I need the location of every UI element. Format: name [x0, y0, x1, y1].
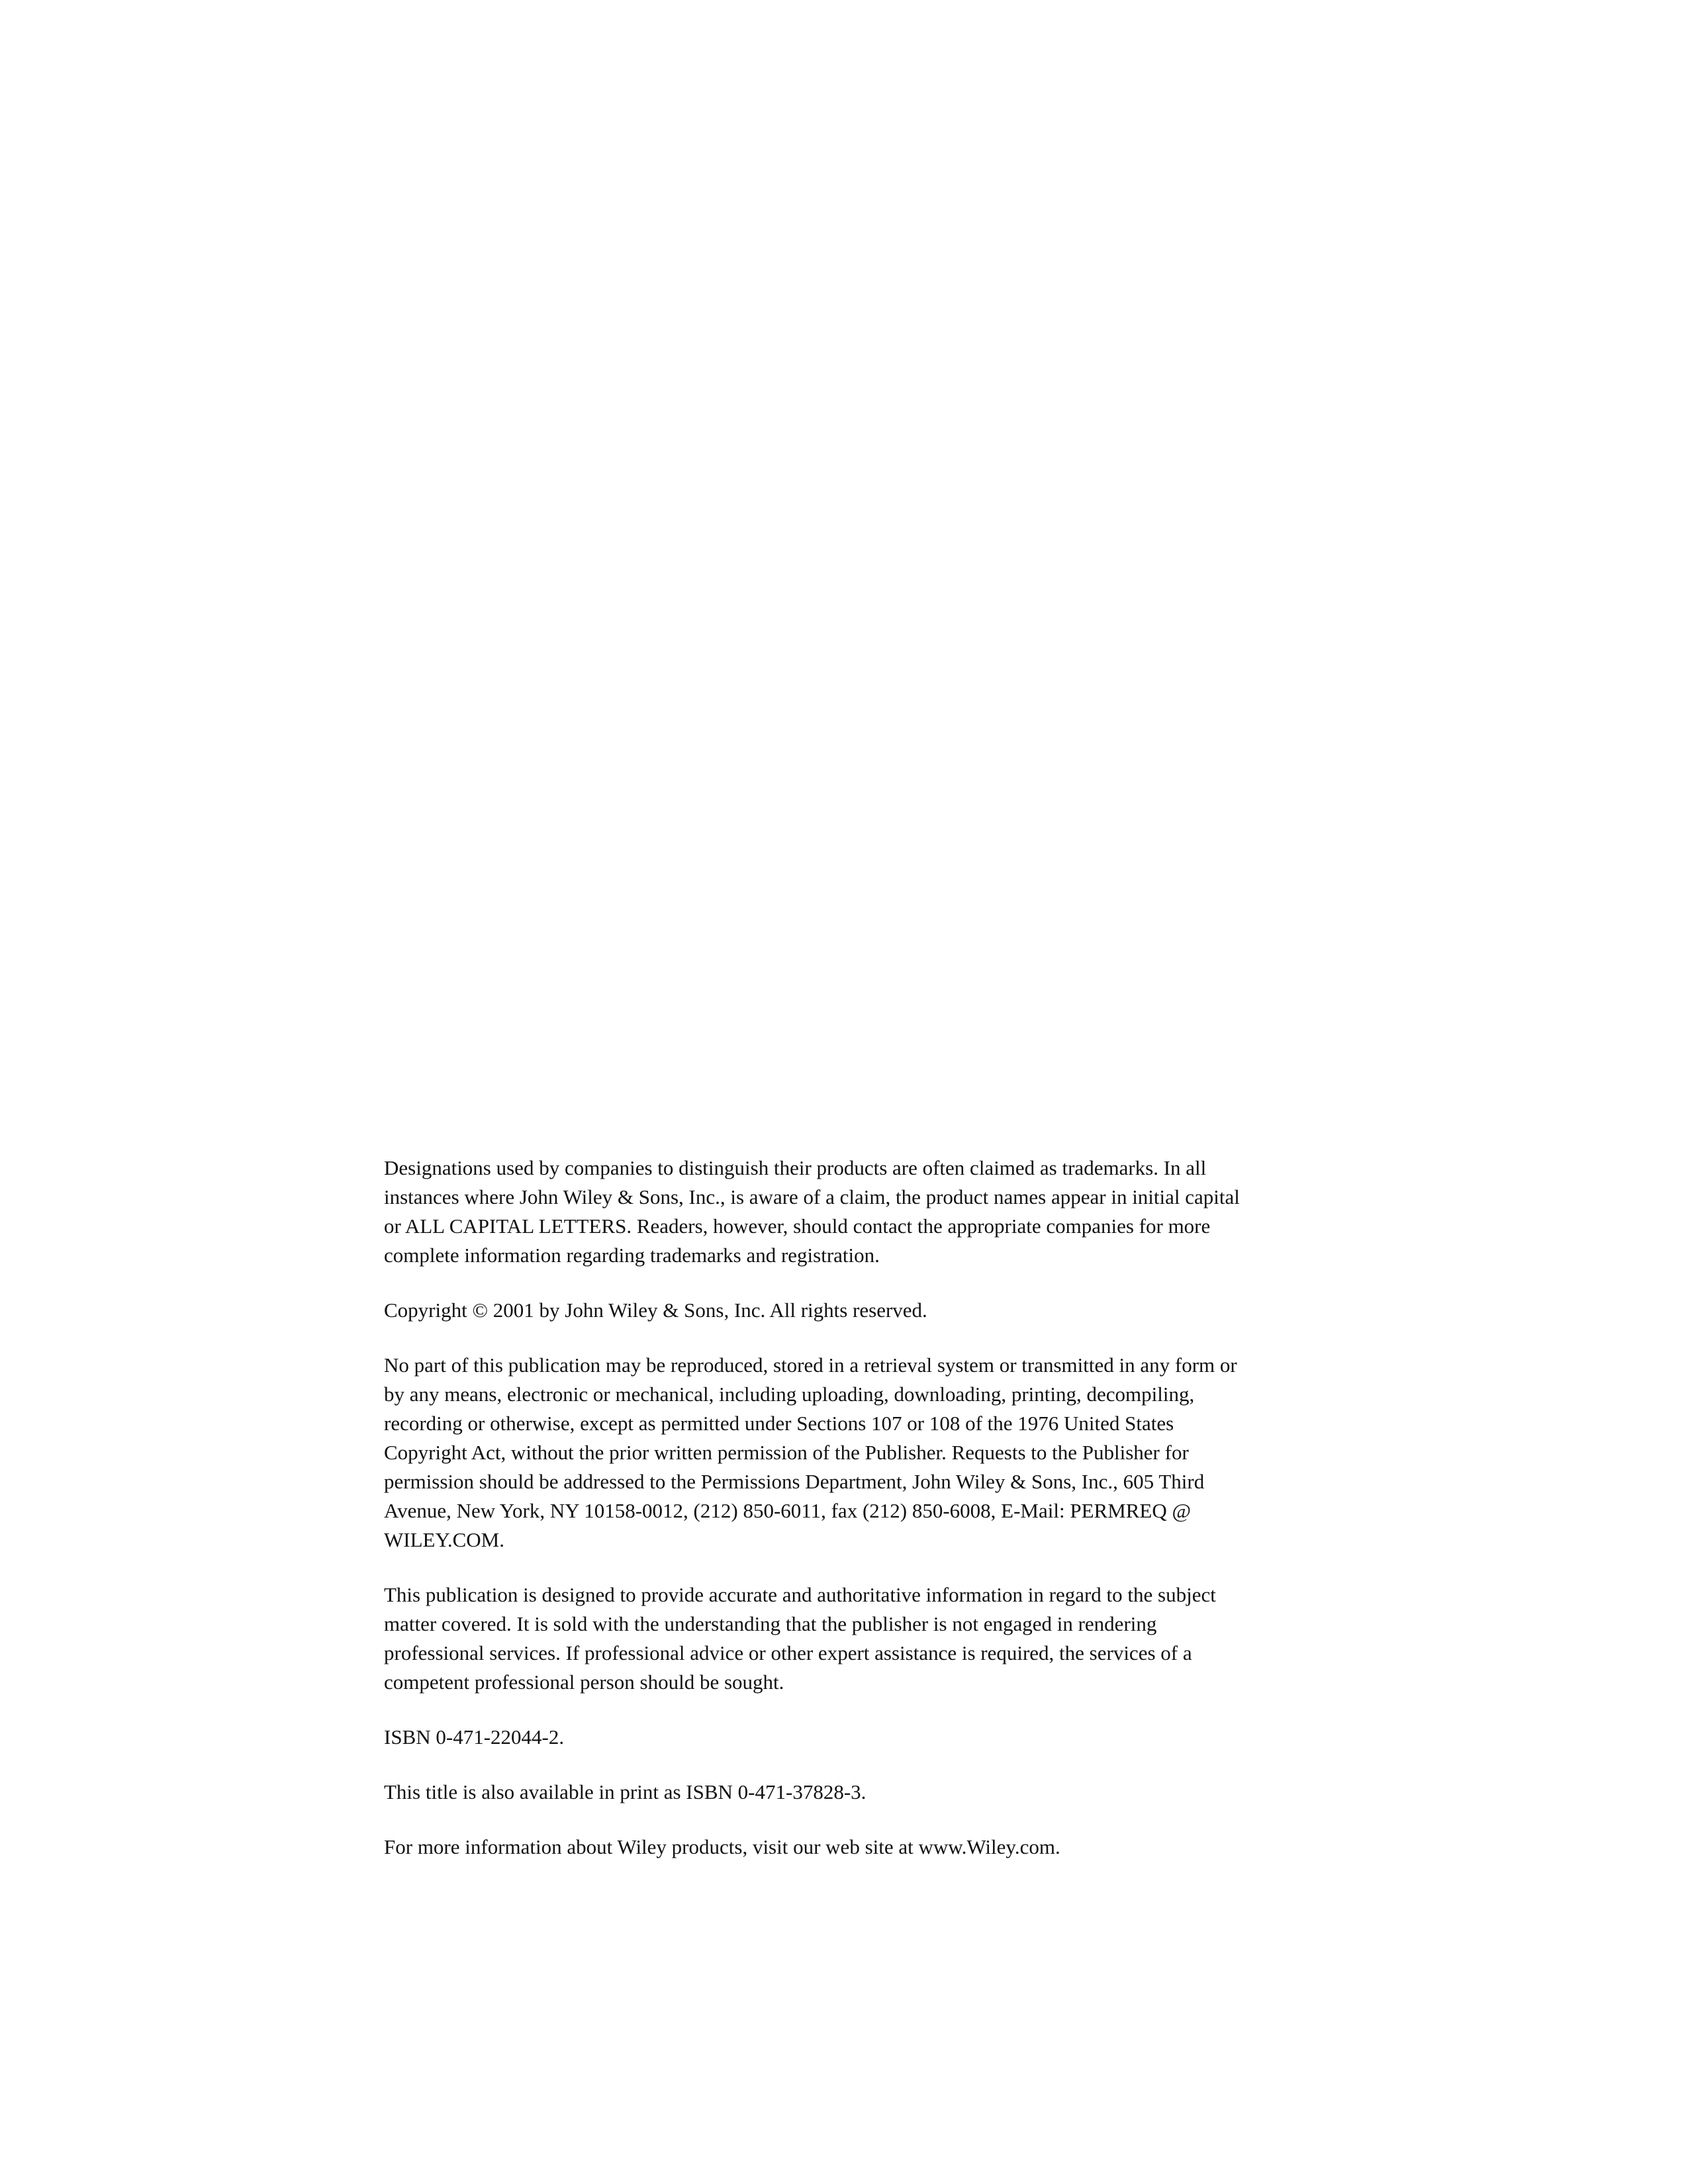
reproduction-rights-paragraph: No part of this publication may be reproduced, stored in a retrieval system or transmitted in any form or by any means, electronic or mechanical, including uploading, downloading, printing, decompiling, recording or otherwise, except as permitted under Sections 107 or 108 of the 1976 United States Copyright Act, without the prior written permission of the Publisher. Requests to the Publisher for permission should be addressed to the Permissions Department, John Wiley & Sons, Inc., 605 Third Avenue, New York, NY 10158-0012, (212) 850-6011, fax (212) 850-6008, E-Mail: PERMREQ @ WILEY.COM.: [384, 1353, 1237, 1551]
trademarks-paragraph: Designations used by companies to distinguish their products are often claimed as trademarks. In all instances where John Wiley & Sons, Inc., is aware of a claim, the product names appear in initial capital or ALL CAPITAL LETTERS. Readers, however, should contact the appropriate companies for more complete information regarding trademarks and registration.: [384, 1156, 1240, 1267]
disclaimer-paragraph: This publication is designed to provide accurate and authoritative information in regard to the subject matter covered. It is sold with the understanding that the publisher is not engaged in rendering professional services. If professional advice or other expert assistance is required, the services of a competent professional person should be sought.: [384, 1583, 1216, 1694]
website-line: For more information about Wiley products, visit our web site at www.Wiley.com.: [384, 1835, 1060, 1858]
copyright-notice: [384, 1154, 1337, 1862]
print-isbn-line: This title is also available in print as ISBN 0-471-37828-3.: [384, 1780, 867, 1803]
copyright-line: Copyright © 2001 by John Wiley & Sons, Inc. All rights reserved.: [384, 1298, 927, 1322]
isbn-line: ISBN 0-471-22044-2.: [384, 1725, 565, 1749]
